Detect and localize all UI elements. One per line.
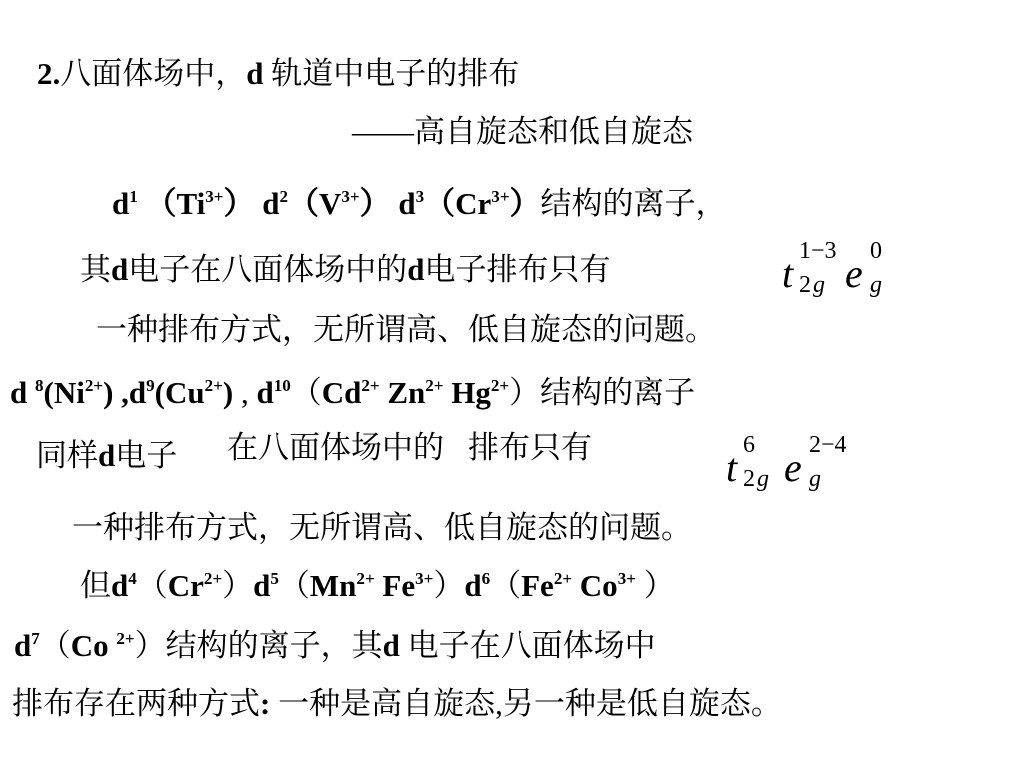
- ion-list-line-2: [10, 377, 695, 408]
- t-subscript-number: 2: [799, 272, 811, 298]
- colon: :: [260, 686, 271, 721]
- d-symbol: d: [98, 438, 116, 473]
- section-number: 2.: [37, 56, 61, 91]
- d-symbol: d: [14, 628, 32, 663]
- paren: ）: [223, 186, 263, 221]
- paren: ）: [509, 186, 541, 221]
- paren: ）: [635, 568, 675, 603]
- charge: 3+: [415, 569, 434, 589]
- ion-ti: Ti: [176, 186, 206, 221]
- charge: 2+: [84, 376, 104, 396]
- paren: （: [490, 568, 522, 603]
- text: 结构的离子，其: [165, 628, 383, 663]
- ion-list-line-1: [112, 188, 727, 219]
- d-symbol: ,d: [121, 375, 147, 410]
- text: 电子排布只有: [424, 252, 611, 287]
- e-subscript: g: [809, 466, 821, 492]
- paren: （: [290, 375, 322, 410]
- heading-text-b: 轨道中电子的排布: [263, 56, 520, 91]
- charge: 3+: [341, 187, 360, 207]
- text: 但: [80, 568, 111, 603]
- ion-fe: Fe: [521, 568, 554, 603]
- d-symbol: d: [10, 375, 35, 410]
- d-symbol: d: [111, 252, 129, 287]
- ion-cd: Cd: [321, 375, 362, 410]
- d-symbol: d: [253, 568, 271, 603]
- two-modes-line: [12, 688, 782, 719]
- text: 在八面体场中的: [227, 430, 444, 465]
- line-tail: 结构的离子: [540, 375, 696, 410]
- e-symbol: e: [784, 445, 802, 490]
- charge: 3+: [617, 569, 636, 589]
- electron-line-2: [36, 440, 177, 471]
- paren: （: [39, 628, 71, 663]
- superscript: 10: [273, 376, 291, 396]
- paren: （: [278, 568, 310, 603]
- charge: 3+: [491, 187, 510, 207]
- superscript: 7: [31, 629, 40, 649]
- ion-mn: Mn: [309, 568, 357, 603]
- section-heading: [37, 58, 519, 89]
- comma: ,: [240, 375, 249, 410]
- ion-zn: Zn: [379, 375, 426, 410]
- text: 一种是高自旋态,另一种是低自旋态。: [270, 686, 782, 721]
- e-superscript: 0: [870, 238, 882, 264]
- orbital-formula-2: [726, 432, 866, 496]
- superscript: 9: [146, 376, 155, 396]
- text: 电子: [115, 438, 178, 473]
- d-symbol: d: [111, 568, 129, 603]
- text: 电子在八面体场中的: [128, 252, 408, 287]
- text: 其: [80, 252, 111, 287]
- charge: 2+: [490, 376, 510, 396]
- superscript: 6: [481, 569, 491, 589]
- charge: 2+: [204, 376, 223, 396]
- superscript: 8: [35, 376, 44, 396]
- superscript: 4: [128, 569, 137, 589]
- superscript: 2: [279, 187, 288, 207]
- paren: （: [136, 568, 168, 603]
- d-symbol: d: [398, 186, 416, 221]
- text: 排布存在两种方式: [12, 686, 260, 721]
- superscript: 1: [129, 187, 138, 207]
- ion-list-line-3: [80, 570, 675, 601]
- paren: （: [288, 186, 319, 221]
- e-superscript: 2−4: [809, 432, 847, 458]
- ion-hg: Hg: [443, 375, 491, 410]
- paren: （: [424, 186, 456, 221]
- t-superscript: 6: [743, 432, 755, 458]
- superscript: 5: [270, 569, 279, 589]
- paren: ）: [359, 186, 399, 221]
- text: 电子在八面体场中: [399, 628, 656, 663]
- heading-d: d: [246, 56, 264, 91]
- paren: （: [137, 186, 177, 221]
- paren: ): [103, 375, 122, 410]
- charge: 2+: [356, 569, 375, 589]
- e-subscript: g: [870, 272, 882, 298]
- ion-co: Co: [70, 628, 117, 663]
- ion-co: Co: [572, 568, 618, 603]
- d-symbol: d: [112, 186, 130, 221]
- paren: ）: [433, 568, 465, 603]
- t-symbol: t: [782, 251, 794, 296]
- paren: ）: [134, 628, 166, 663]
- ion-cu: (Cu: [154, 375, 205, 410]
- charge: 2+: [203, 569, 223, 589]
- paren: ): [222, 375, 241, 410]
- charge: 2+: [425, 376, 444, 396]
- text: 同样: [36, 438, 98, 473]
- orbital-formula-1: [782, 238, 902, 302]
- heading-text-a: 八面体场中，: [60, 56, 247, 91]
- line-tail: 结构的离子，: [540, 186, 727, 221]
- d-symbol: d: [464, 568, 482, 603]
- charge: 2+: [361, 376, 380, 396]
- d-symbol: d: [407, 252, 425, 287]
- t-subscript-number: 2: [743, 466, 755, 492]
- t-superscript: 1−3: [799, 238, 837, 264]
- e-symbol: e: [845, 251, 863, 296]
- paren: ）: [222, 568, 254, 603]
- charge: 3+: [205, 187, 224, 207]
- co-line: [14, 630, 656, 661]
- d-symbol: d: [382, 628, 400, 663]
- paren: ）: [509, 375, 541, 410]
- t-subscript-g: g: [813, 272, 825, 298]
- ion-v: V: [319, 186, 342, 221]
- d-symbol: d: [248, 375, 274, 410]
- superscript: 3: [415, 187, 425, 207]
- text: 排布只有: [468, 430, 592, 465]
- ion-ni: (Ni: [43, 375, 85, 410]
- d-symbol: d: [262, 186, 280, 221]
- ion-cr: Cr: [455, 186, 492, 221]
- charge: 2+: [553, 569, 573, 589]
- t-symbol: t: [726, 445, 738, 490]
- electron-line-1: [80, 254, 611, 285]
- electron-line-2b: [227, 432, 592, 463]
- no-spin-issue-line-1: 一种排布方式，无所谓高、低自旋态的问题。: [96, 312, 716, 347]
- ion-fe: Fe: [374, 568, 416, 603]
- no-spin-issue-line-2: 一种排布方式，无所谓高、低自旋态的问题。: [72, 510, 692, 545]
- section-subheading: ——高自旋态和低自旋态: [352, 114, 693, 149]
- charge: 2+: [116, 629, 135, 649]
- t-subscript-g: g: [757, 466, 769, 492]
- ion-cr: Cr: [167, 568, 204, 603]
